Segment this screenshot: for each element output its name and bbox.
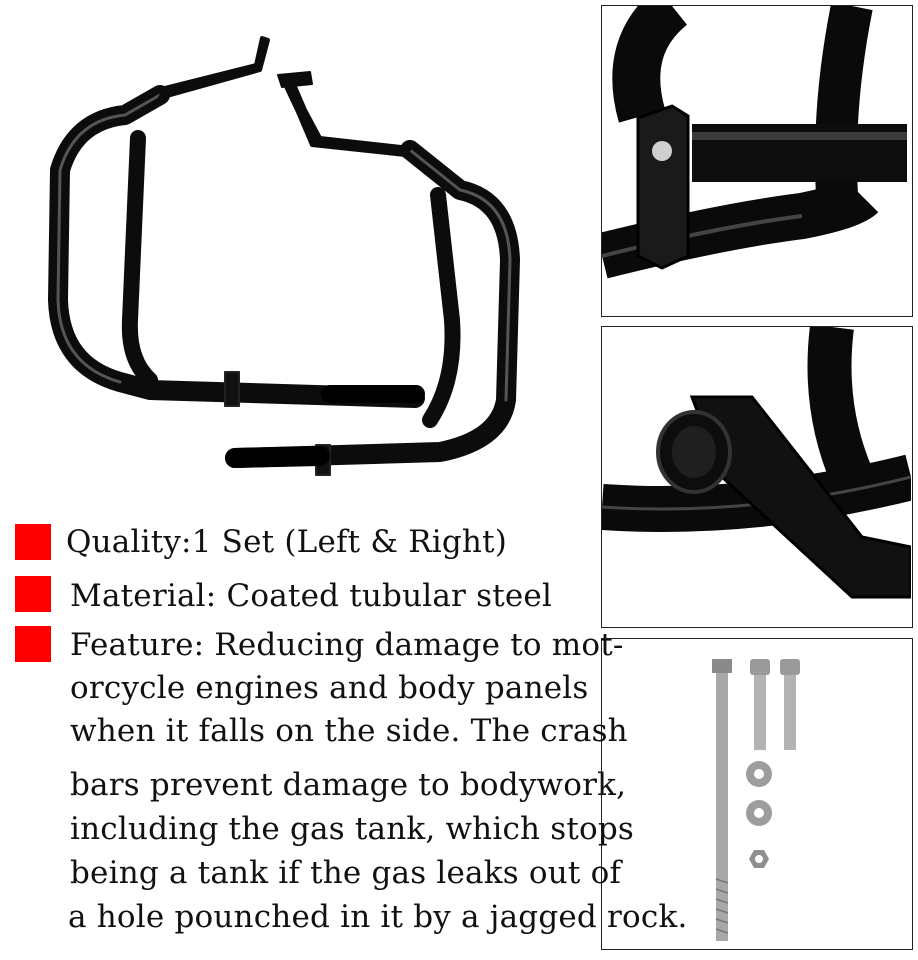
left-crash-bar — [58, 38, 416, 406]
feature-description-line: being a tank if the gas leaks out of — [70, 855, 622, 891]
feature-marker-feature — [15, 626, 51, 662]
feature-marker-quality — [15, 524, 51, 560]
crash-bars-main-image — [20, 20, 580, 520]
detail-image-tube-end — [601, 326, 913, 628]
feature-marker-material — [15, 576, 51, 612]
detail-image-bracket — [601, 5, 913, 317]
feature-quality-text: Quality:1 Set (Left & Right) — [66, 524, 508, 560]
feature-description-line: Feature: Reducing damage to mot- — [70, 627, 624, 663]
feature-description-line: when it falls on the side. The crash — [70, 713, 628, 749]
feature-description-line: including the gas tank, which stops — [70, 811, 635, 847]
right-crash-bar — [235, 72, 510, 475]
feature-material-text: Material: Coated tubular steel — [70, 578, 553, 614]
feature-description-line: bars prevent damage to bodywork, — [70, 767, 627, 803]
feature-description-line: orcycle engines and body panels — [70, 670, 589, 706]
feature-description-line: a hole pounched in it by a jagged rock. — [68, 899, 688, 935]
